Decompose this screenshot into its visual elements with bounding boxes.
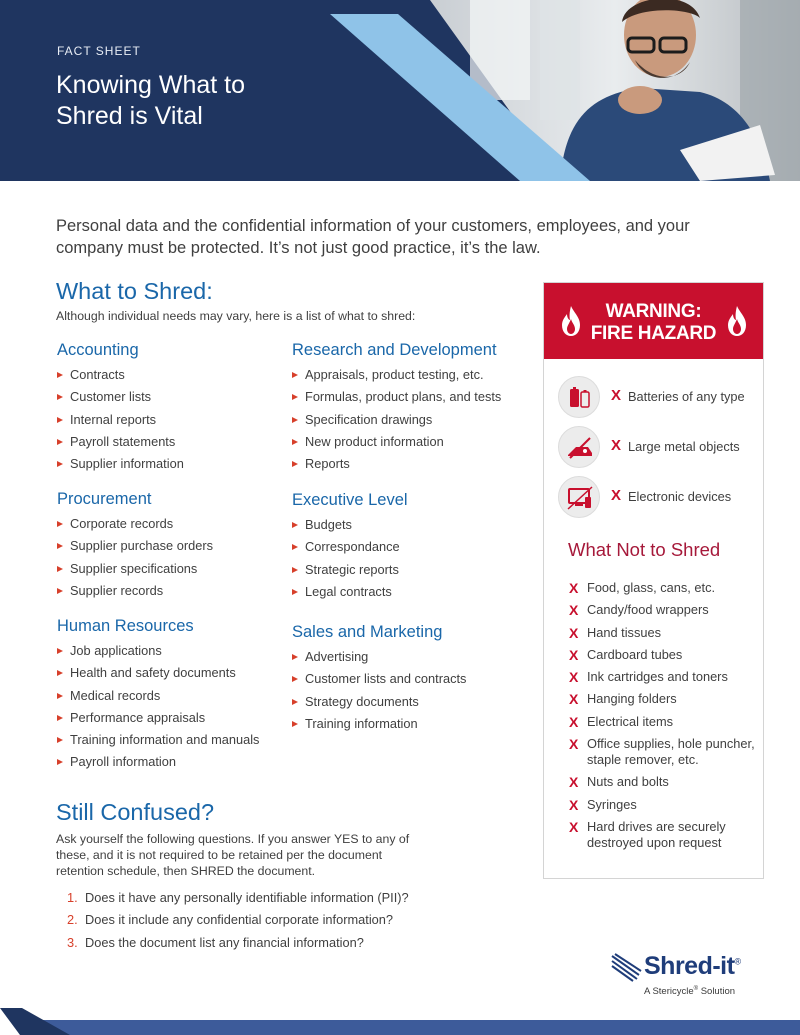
x-mark: X <box>611 487 622 504</box>
list-item <box>57 732 292 754</box>
hazard-label: Large metal objects <box>628 439 740 454</box>
list-item <box>292 671 527 693</box>
triangle-bullet-icon <box>57 715 63 721</box>
question-text: Does it have any personally identifiable information (PII)? <box>85 890 409 905</box>
category-executive-level <box>292 491 527 606</box>
triangle-bullet-icon <box>57 670 63 676</box>
what-to-shred-subheading: Although individual needs may vary, here is a list of what to shred: <box>56 309 416 323</box>
list-item <box>57 643 292 665</box>
triangle-bullet-icon <box>292 654 298 660</box>
triangle-bullet-icon <box>292 567 298 573</box>
list-item-text: Job applications <box>70 643 162 658</box>
x-mark-icon: X <box>569 669 579 686</box>
category-title: Executive Level <box>292 491 408 509</box>
not-shred-item-text: Hand tissues <box>587 624 661 640</box>
question-item <box>67 912 409 934</box>
list-item <box>57 665 292 687</box>
header-banner <box>0 0 800 181</box>
footer-band <box>0 1008 800 1035</box>
list-item <box>292 649 527 671</box>
triangle-bullet-icon <box>292 544 298 550</box>
triangle-bullet-icon <box>292 699 298 705</box>
list-item-text: Supplier purchase orders <box>70 538 213 554</box>
hazard-electronic-devices <box>558 476 758 520</box>
list-item-text: Supplier information <box>70 456 184 472</box>
triangle-bullet-icon <box>292 676 298 682</box>
list-item-text: Payroll information <box>70 754 176 770</box>
still-confused-heading: Still Confused? <box>56 799 215 825</box>
question-number: 1. <box>67 890 78 905</box>
list-item-text: Corporate records <box>70 516 174 531</box>
category-sales-and-marketing <box>292 623 527 738</box>
warning-line1: WARNING: <box>605 301 702 322</box>
list-item <box>57 710 292 732</box>
list-item-text: Training information <box>305 715 418 731</box>
warning-banner <box>544 283 763 359</box>
question-text: Does it include any confidential corporate information? <box>85 912 394 928</box>
list-item-text: Contracts <box>70 367 125 382</box>
x-mark-icon: X <box>569 713 579 730</box>
not-shred-item-text: Hard drives are securely destroyed upon request <box>587 818 726 850</box>
not-shred-item-text: Food, glass, cans, etc. <box>587 580 716 595</box>
list-item-text: Health and safety documents <box>70 665 236 681</box>
x-mark-icon: X <box>569 796 579 813</box>
logo-tagline <box>644 986 735 997</box>
hazard-batteries <box>558 376 758 420</box>
warning-panel <box>543 282 764 879</box>
not-shred-item <box>569 774 759 790</box>
list-item <box>292 412 527 434</box>
list-item-text: Payroll statements <box>70 433 176 449</box>
triangle-bullet-icon <box>57 588 63 594</box>
list-item-text: Appraisals, product testing, etc. <box>305 367 484 382</box>
triangle-bullet-icon <box>57 461 63 467</box>
not-shred-item <box>569 647 759 663</box>
category-title: Sales and Marketing <box>292 623 443 641</box>
logo-registered-mark: ® <box>734 956 741 967</box>
not-shred-item <box>569 797 759 813</box>
question-number: 2. <box>67 912 78 928</box>
not-shred-item-text: Cardboard tubes <box>587 646 683 662</box>
triangle-bullet-icon <box>292 372 298 378</box>
category-title: Human Resources <box>57 617 194 635</box>
triangle-bullet-icon <box>292 522 298 528</box>
eyebrow-label: FACT SHEET <box>57 44 141 58</box>
list-item-text: Correspondance <box>305 539 400 555</box>
still-confused-body: Ask yourself the following questions. If you answer YES to any of these, and it is not required to be retained per the document retention schedule, then SHRED the document. <box>56 832 410 878</box>
x-mark-icon: X <box>569 691 579 708</box>
triangle-bullet-icon <box>57 394 63 400</box>
list-item <box>292 456 527 478</box>
triangle-bullet-icon <box>292 394 298 400</box>
list-item-text: Legal contracts <box>305 583 392 599</box>
what-to-shred-heading: What to Shred: <box>56 278 213 304</box>
list-item <box>57 583 292 605</box>
not-shred-item-text: Electrical items <box>587 713 674 729</box>
logo-wordmark <box>644 952 741 981</box>
flame-icon <box>726 305 748 337</box>
battery-icon <box>558 376 600 418</box>
not-shred-item <box>569 736 759 768</box>
list-item-text: Formulas, product plans, and tests <box>305 389 502 405</box>
triangle-bullet-icon <box>292 589 298 595</box>
question-item <box>67 935 409 957</box>
not-shred-item <box>569 602 759 618</box>
category-title: Procurement <box>57 490 152 508</box>
triangle-bullet-icon <box>57 439 63 445</box>
list-item-text: Medical records <box>70 687 161 703</box>
triangle-bullet-icon <box>292 461 298 467</box>
triangle-bullet-icon <box>57 759 63 765</box>
metal-object-icon <box>558 426 600 468</box>
logo-tagline-registered: ® <box>693 986 699 992</box>
list-item-text: Internal reports <box>70 411 157 427</box>
category-items <box>57 367 292 478</box>
list-item-text: Strategy documents <box>305 693 419 709</box>
list-item <box>292 539 527 561</box>
category-items <box>57 516 292 605</box>
triangle-bullet-icon <box>57 693 63 699</box>
not-shred-item <box>569 819 759 851</box>
category-items <box>57 643 292 777</box>
not-shred-item-text: Candy/food wrappers <box>587 602 709 618</box>
list-item-text: Advertising <box>305 649 369 664</box>
question-text: Does the document list any financial information? <box>85 934 364 950</box>
list-item <box>57 561 292 583</box>
list-item-text: Performance appraisals <box>70 709 206 725</box>
question-number: 3. <box>67 934 78 950</box>
not-shred-item-text: Hanging folders <box>587 691 677 707</box>
category-title: Accounting <box>57 341 139 359</box>
x-mark-icon: X <box>569 580 579 596</box>
list-item-text: Training information and manuals <box>70 732 260 748</box>
triangle-bullet-icon <box>292 417 298 423</box>
x-mark: X <box>611 437 622 454</box>
triangle-bullet-icon <box>57 417 63 423</box>
list-item <box>57 434 292 456</box>
not-shred-item <box>569 580 759 596</box>
logo-wordmark-text: Shred-it <box>644 952 735 980</box>
list-item-text: Customer lists and contracts <box>305 671 467 687</box>
list-item-text: Supplier records <box>70 582 164 598</box>
list-item <box>57 688 292 710</box>
hazard-label: Batteries of any type <box>628 389 745 404</box>
triangle-bullet-icon <box>292 439 298 445</box>
list-item <box>292 517 527 539</box>
not-shred-item <box>569 669 759 685</box>
not-shred-item <box>569 714 759 730</box>
triangle-bullet-icon <box>57 543 63 549</box>
triangle-bullet-icon <box>292 721 298 727</box>
what-not-to-shred-heading: What Not to Shred <box>568 539 721 560</box>
hazard-metal-objects <box>558 426 758 470</box>
list-item <box>292 562 527 584</box>
page-title: Knowing What to Shred is Vital <box>56 71 245 130</box>
x-mark: X <box>611 387 622 404</box>
category-items <box>292 367 527 478</box>
x-mark-icon: X <box>569 624 579 641</box>
x-mark-icon: X <box>569 736 579 753</box>
triangle-bullet-icon <box>57 737 63 743</box>
category-items <box>292 517 527 606</box>
list-item-text: Supplier specifications <box>70 560 198 576</box>
x-mark-icon: X <box>569 774 579 791</box>
list-item <box>292 434 527 456</box>
not-shred-item <box>569 625 759 641</box>
not-shred-item-text: Syringes <box>587 796 637 812</box>
electronic-device-icon <box>558 476 600 518</box>
intro-paragraph: Personal data and the confidential information of your customers, employees, and your company must be protected. It’s not just good practice, it’s the law. <box>56 217 690 257</box>
list-item <box>292 389 527 411</box>
list-item-text: Budgets <box>305 517 352 532</box>
not-shred-item-text: Nuts and bolts <box>587 774 669 790</box>
list-item <box>292 694 527 716</box>
category-items <box>292 649 527 738</box>
list-item <box>57 389 292 411</box>
logo-tagline-pre: A Stericycle <box>644 986 694 998</box>
list-item <box>57 367 292 389</box>
what-not-to-shred-list <box>569 580 759 857</box>
triangle-bullet-icon <box>57 566 63 572</box>
list-item <box>57 538 292 560</box>
not-shred-item-text: Ink cartridges and toners <box>587 669 728 685</box>
list-item <box>57 754 292 776</box>
list-item-text: Strategic reports <box>305 561 399 577</box>
logo-tagline-post: Solution <box>698 986 736 998</box>
shredder-stripes-icon <box>611 953 645 983</box>
x-mark-icon: X <box>569 602 579 619</box>
list-item <box>292 584 527 606</box>
category-human-resources <box>57 617 292 777</box>
list-item-text: Customer lists <box>70 389 152 405</box>
triangle-bullet-icon <box>57 521 63 527</box>
list-item <box>292 716 527 738</box>
category-title: Research and Development <box>292 341 497 359</box>
list-item-text: New product information <box>305 433 444 449</box>
hazard-label: Electronic devices <box>628 489 732 504</box>
category-accounting <box>57 341 292 478</box>
list-item-text: Reports <box>305 456 350 472</box>
warning-line2: FIRE HAZARD <box>590 323 717 344</box>
shred-it-logo <box>611 951 761 999</box>
questions-list <box>67 890 409 957</box>
not-shred-item-text: Office supplies, hole puncher, staple remover, etc. <box>587 736 755 768</box>
list-item <box>57 516 292 538</box>
triangle-bullet-icon <box>57 372 63 378</box>
category-research-and-development <box>292 341 527 478</box>
category-procurement <box>57 490 292 605</box>
triangle-bullet-icon <box>57 648 63 654</box>
question-item <box>67 890 409 912</box>
x-mark-icon: X <box>569 646 579 663</box>
list-item-text: Specification drawings <box>305 411 433 427</box>
x-mark-icon: X <box>569 818 579 835</box>
list-item <box>292 367 527 389</box>
not-shred-item <box>569 691 759 707</box>
list-item <box>57 412 292 434</box>
list-item <box>57 456 292 478</box>
